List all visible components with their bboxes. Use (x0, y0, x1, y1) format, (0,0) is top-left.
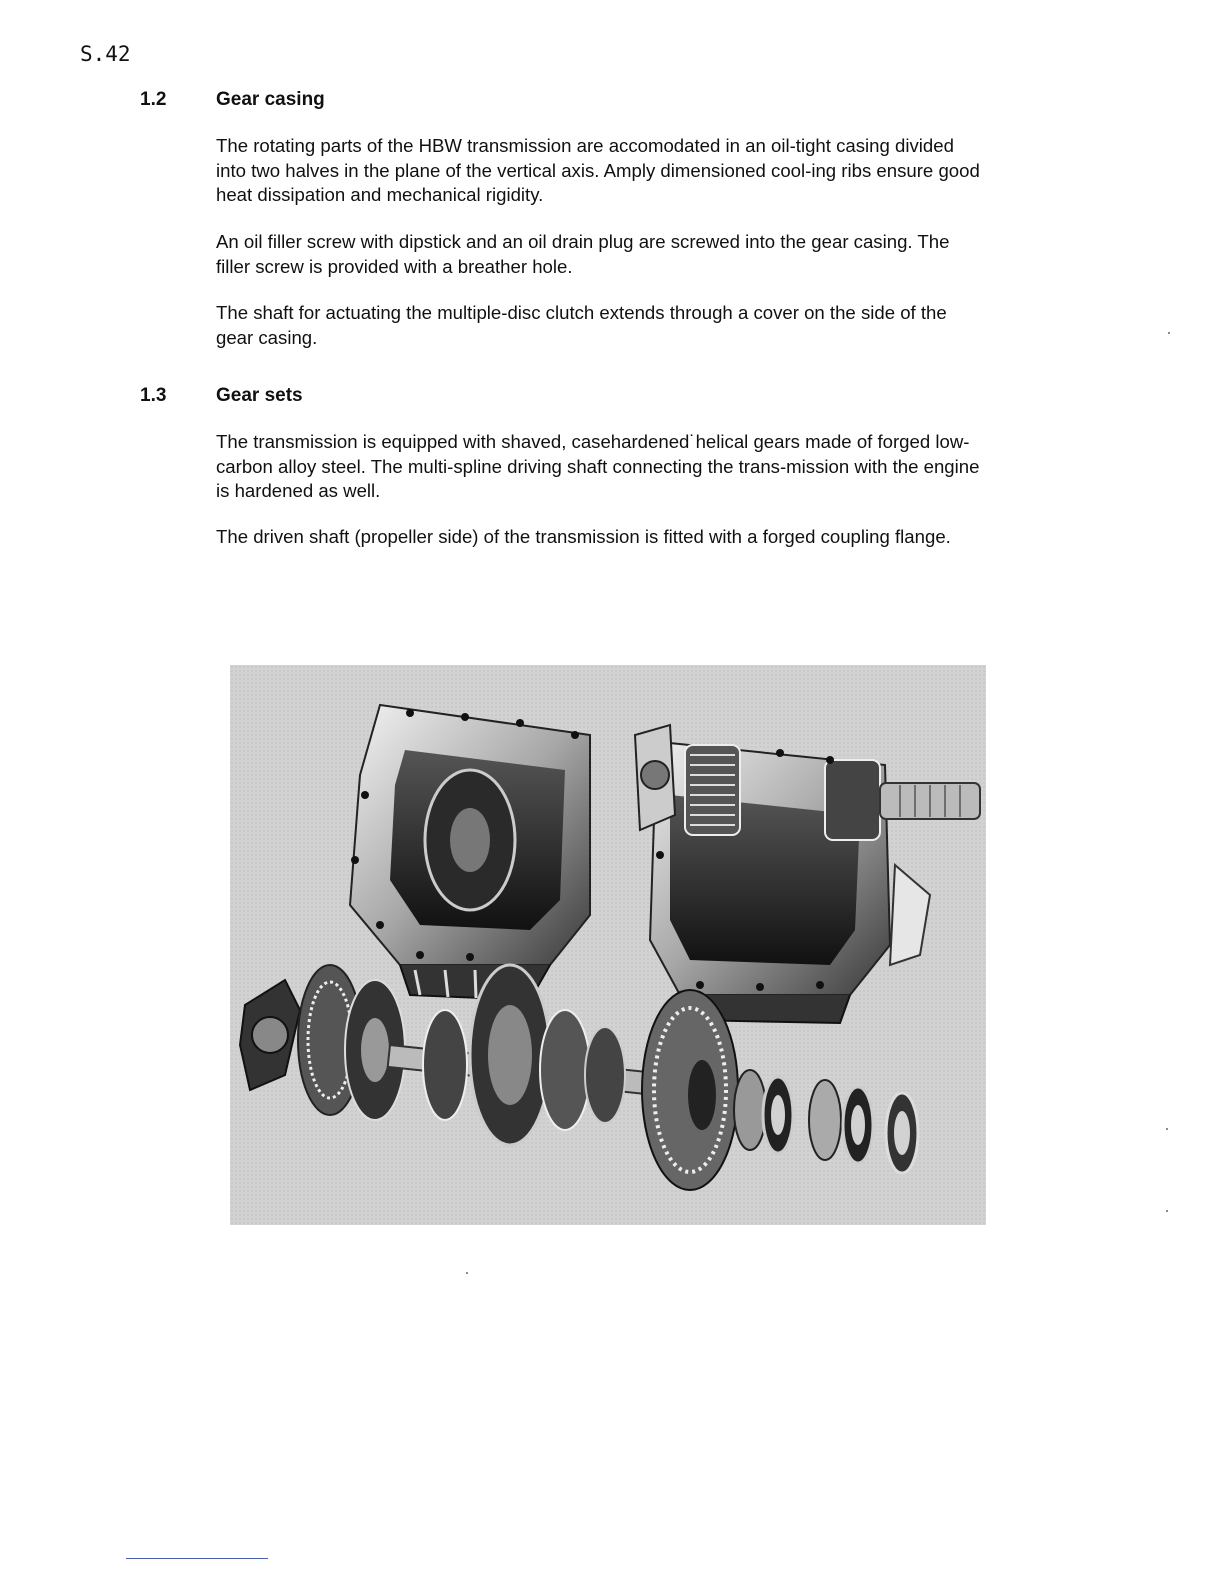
paragraph: The transmission is equipped with shaved, casehardened˙helical gears made of forged low-carbon alloy steel. The multi-spline driving shaft connecting the trans-mission with the engine is hardened as well. (216, 431, 980, 501)
scan-speck (1166, 1128, 1168, 1130)
paragraph: An oil filler screw with dipstick and an oil drain plug are screwed into the gear casing. The filler screw is provided with a breather hole. (216, 231, 950, 277)
scan-speck (466, 1272, 468, 1274)
section-number: 1.2 (140, 89, 167, 110)
paragraph: The shaft for actuating the multiple-disc clutch extends through a cover on the side of the gear casing. (216, 302, 947, 348)
section-number: 1.3 (140, 385, 167, 406)
transmission-photo (230, 665, 986, 1225)
section-title: Gear sets (216, 385, 303, 406)
section-title: Gear casing (216, 89, 325, 110)
paragraph: The driven shaft (propeller side) of the transmission is fitted with a forged coupling flange. (216, 526, 951, 547)
scan-speck (1166, 1210, 1168, 1212)
footnote-rule (126, 1558, 268, 1559)
scan-speck (1168, 332, 1170, 334)
page-ref: S.42 (80, 42, 131, 66)
transmission-illustration (230, 665, 986, 1225)
paragraph: The rotating parts of the HBW transmission are accomodated in an oil-tight casing divided into two halves in the plane of the vertical axis. Amply dimensioned cool-ing ribs ensure good heat dissipation and mechanical rigidity. (216, 135, 980, 205)
